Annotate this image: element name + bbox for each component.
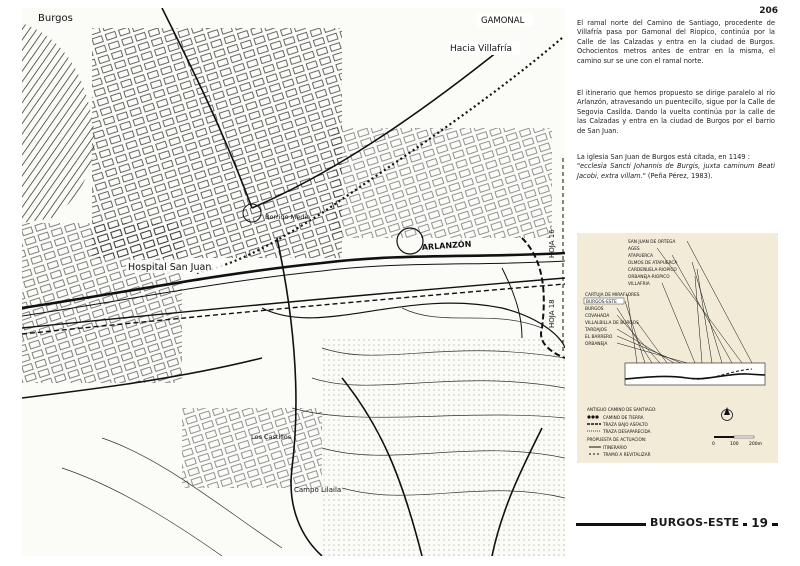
sheet-number: 19 [747, 516, 772, 530]
urban-area-east [332, 128, 552, 238]
page-number: 206 [759, 6, 778, 16]
place-el-barrero: EL BARRERO [585, 335, 613, 340]
citation-quote: "ecclesia Sancti Johannis de Burgis, juxta caminum Beati Jacobi, extra villam." [577, 161, 775, 180]
place-san-juan-ortega: SAN JUAN DE ORTEGA [628, 240, 676, 245]
citation-source: (Peña Pérez, 1983). [647, 170, 713, 180]
place-cartuja: CARTUJA DE MIRAFLORES [585, 293, 640, 298]
place-burgos: BURGOS [585, 307, 604, 312]
map-drawing [22, 8, 565, 556]
scale-label-200m: 200m [749, 442, 762, 447]
citation-intro: La iglesia San Juan de Burgos está citada, en 1149 : [577, 152, 750, 161]
legend-title: ANTIGUO CAMINO DE SANTIAGO: [587, 407, 657, 412]
leader-lines [617, 241, 752, 363]
place-cardenuela: CARDEÑUELA-RIOPICO [628, 268, 677, 273]
paragraph-3 [577, 152, 775, 180]
place-burgos-este: BURGOS-ESTE [586, 300, 617, 305]
legend-item-desaparecida: TRAZA DESAPARECIDA [603, 429, 651, 434]
place-olmos: OLMOS DE ATAPUERCA [628, 261, 678, 266]
label-los-castillos: Los Castillos [251, 433, 292, 441]
label-campo: Campo Lilaila [294, 486, 342, 494]
urban-area-south [182, 408, 322, 488]
profile-legend-panel [577, 233, 778, 463]
place-orbaneja-riopico: ORBANEJA-RIOPICO [628, 275, 670, 280]
stippled-slope [322, 338, 565, 556]
legend-tramo: TRAMO A REVITALIZAR [603, 452, 651, 457]
label-gamonal: GAMONAL [481, 16, 525, 26]
label-borriqo: Borriqo Media [265, 213, 311, 221]
label-burgos: Burgos [38, 13, 73, 24]
place-covahada: COVAHADA [585, 314, 610, 319]
scale-label-0: 0 [712, 442, 715, 447]
place-ages: AGES [628, 247, 640, 252]
legend-item-tierra: CAMINO DE TIERRA [603, 415, 644, 420]
legend-item-asfalto: TRAZA BAJO ASFALTO [603, 422, 648, 427]
scale-bar [712, 436, 762, 447]
label-hoja-18: HOJA 18 [548, 299, 556, 328]
profile-diagram [577, 233, 778, 463]
place-atapuerca: ATAPUERCA [628, 254, 653, 259]
proposal-title: PROPUESTA DE ACTUACION: [587, 437, 647, 442]
label-hacia-villafria: Hacia Villafría [450, 44, 512, 54]
place-villalbilla: VILLALBILLA DE BURGOS [585, 321, 639, 326]
legend-itinerario: ITINERARIO [603, 445, 627, 450]
sheet-footer [576, 512, 778, 537]
place-orbaneja: ORBANEJA [585, 342, 608, 347]
paragraph-1: El ramal norte del Camino de Santiago, procedente de Villafría pasa por Gamonal del Riopico, continúa por la Calle de las Calzadas y entra en la ciudad de Burgos. Ochocientos metros antes de entrar en la misma, el camino sur se une con el ramal norte. [577, 18, 775, 65]
label-hoja-16: HOJA 16 [548, 229, 556, 258]
label-arlanzon: ARLANZÓN [421, 239, 472, 252]
label-hospital-san-juan: Hospital San Juan [128, 262, 212, 273]
paragraph-2: El itinerario que hemos propuesto se dirige paralelo al río Arlanzón, atravesando un puentecillo, sigue por la Calle de Segovia Casilda. Dando la vuelta continúa por la calle de las Calzadas y entra en la ciudad de Burgos por el barrio de San Juan. [577, 88, 775, 135]
sheet-title: BURGOS-ESTE [646, 516, 743, 529]
route-legend [587, 407, 657, 457]
place-villafria: VILLAFRIA [628, 282, 650, 287]
topographic-map [22, 8, 565, 556]
hatched-hill [22, 23, 95, 223]
scale-label-100: 100 [730, 442, 739, 447]
place-tardajos: TARDAJOS [585, 328, 607, 333]
